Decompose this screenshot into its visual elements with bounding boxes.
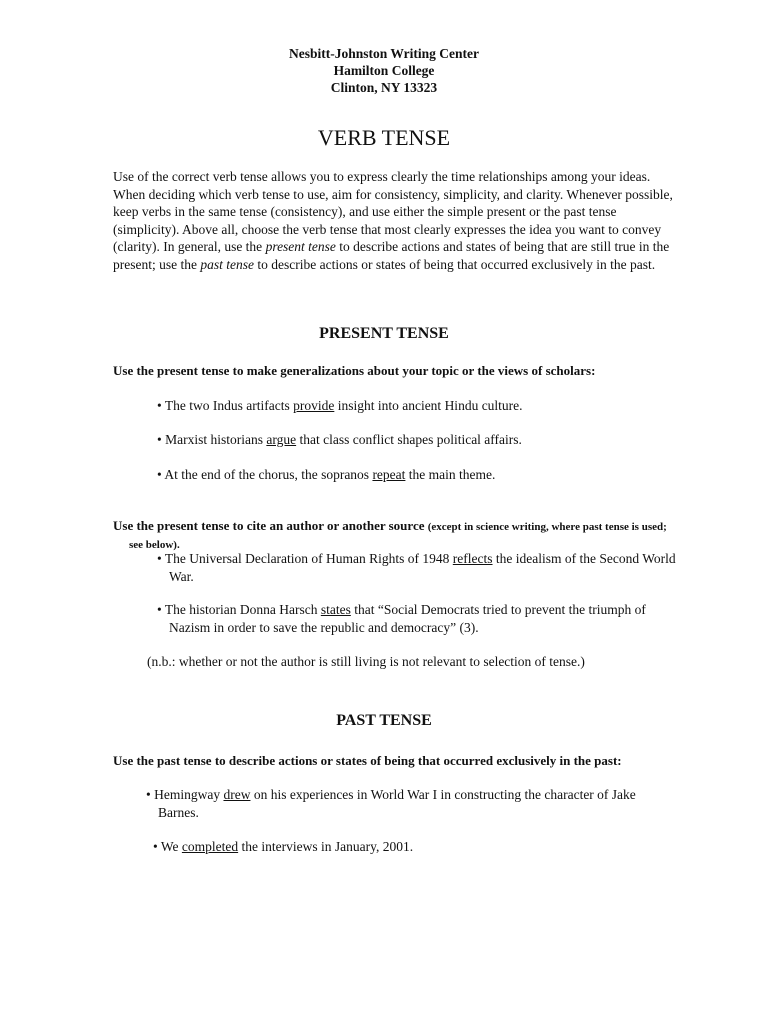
example-text: • We <box>153 839 182 854</box>
tense-note: (n.b.: whether or not the author is still living is not relevant to selection of tense.) <box>147 654 585 669</box>
example-text: • Marxist historians <box>157 432 267 447</box>
example-text: • Hemingway <box>146 787 224 802</box>
example-item <box>157 397 523 415</box>
intro-text: to describe actions and states of being that are still true in the present; use the <box>113 239 670 272</box>
example-text: the main theme. <box>405 467 496 482</box>
present-rule-cite-source <box>113 518 669 553</box>
example-verb: repeat <box>372 467 406 482</box>
intro-paragraph <box>113 168 673 274</box>
past-rule: Use the past tense to describe actions or states of being that occurred exclusively in the past: <box>113 753 622 768</box>
example-text: that “Social Democrats tried to prevent the triumph of Nazism in order to save the republic and democracy” (3). <box>169 602 646 635</box>
example-text: • The Universal Declaration of Human Rights of 1948 <box>157 551 453 566</box>
example-text: insight into ancient Hindu culture. <box>334 398 523 413</box>
example-verb: states <box>320 602 351 617</box>
rule-text: Use the present tense to cite an author or another source <box>113 518 428 533</box>
example-item <box>157 550 679 585</box>
header-address: Clinton, NY 13323 <box>330 80 438 95</box>
rule-note: (except in science writing, where past tense is used; see below). <box>129 521 667 551</box>
page-title: VERB TENSE <box>317 125 451 150</box>
example-text: on his experiences in World War I in constructing the character of Jake Barnes. <box>158 787 636 820</box>
example-item <box>146 786 678 821</box>
document-header <box>0 45 768 96</box>
example-verb: provide <box>293 398 335 413</box>
intro-text: Use of the correct verb tense allows you to express clearly the time relationships among your ideas. When deciding which verb tense to use, aim for consistency, simplicity, and clarity. Whenever possible, keep verbs in the same tense (consistency), and use either the simple present or the past tense (simplicity). Above all, choose the verb tense that most clearly expresses the idea you want to convey (clarity). In general, use the <box>113 169 673 255</box>
intro-text: to describe actions or states of being that occurred exclusively in the past. <box>253 256 656 272</box>
past-tense-heading: PAST TENSE <box>336 712 432 729</box>
header-college: Hamilton College <box>333 63 435 78</box>
example-text: the idealism of the Second World War. <box>169 551 676 584</box>
example-item <box>153 838 413 856</box>
example-text: • At the end of the chorus, the sopranos <box>157 467 373 482</box>
example-verb: reflects <box>452 551 493 566</box>
example-item <box>157 466 495 484</box>
example-item <box>157 601 659 636</box>
example-verb: drew <box>223 787 251 802</box>
example-text: • The two Indus artifacts <box>157 398 294 413</box>
example-text: that class conflict shapes political affairs. <box>296 432 522 447</box>
example-verb: argue <box>266 432 297 447</box>
intro-present-tense: present tense <box>265 239 336 255</box>
example-text: the interviews in January, 2001. <box>238 839 414 854</box>
present-rule-generalizations: Use the present tense to make generalizations about your topic or the views of scholars: <box>113 363 596 378</box>
header-center-name: Nesbitt-Johnston Writing Center <box>288 46 479 61</box>
example-verb: completed <box>181 839 239 854</box>
example-text: • The historian Donna Harsch <box>157 602 321 617</box>
intro-past-tense: past tense <box>200 256 254 272</box>
present-tense-heading: PRESENT TENSE <box>319 325 449 342</box>
example-item <box>157 431 522 449</box>
